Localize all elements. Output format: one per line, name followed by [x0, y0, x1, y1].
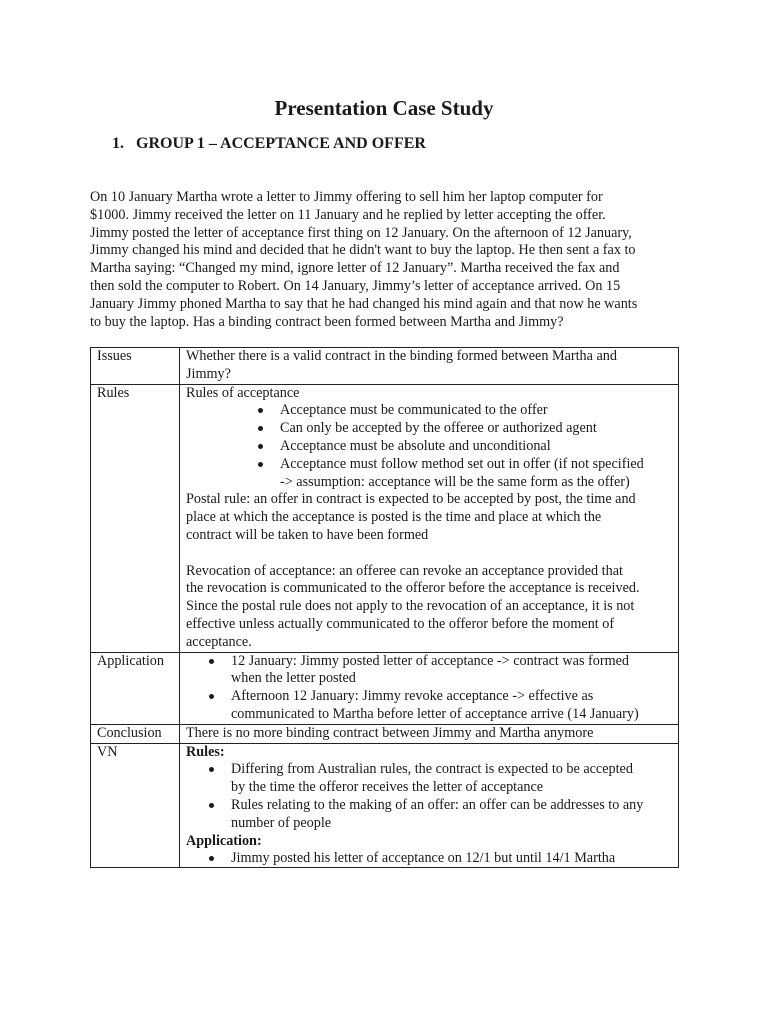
list-item [207, 797, 672, 833]
issues-line: Whether there is a valid contract in the binding formed between Martha and [186, 348, 617, 364]
postal-rule-line: place at which the acceptance is posted is the time and place at which the [186, 509, 602, 526]
conclusion-text: There is no more binding contract between Jimmy and Martha anymore [186, 724, 594, 741]
postal-rule-line: contract will be taken to have been formed [186, 526, 429, 543]
vn-application-list [186, 850, 672, 866]
issues-cell [180, 348, 679, 385]
irac-table [90, 347, 679, 868]
vn-cell [180, 743, 679, 867]
bullet-text: Afternoon 12 January: Jimmy revoke acceptance -> effective as [231, 688, 594, 705]
page-title: Presentation Case Study [274, 96, 494, 120]
bullet-text: Acceptance must follow method set out in offer (if not specified [280, 455, 644, 472]
row-label-vn: VN [91, 743, 180, 867]
postal-rule-line: Postal rule: an offer in contract is expected to be accepted by post, the time and [186, 491, 636, 508]
rules-cell [180, 384, 679, 652]
bullet-text: number of people [231, 814, 332, 831]
list-item [256, 456, 672, 492]
application-cell [180, 652, 679, 724]
revocation-line: Since the postal rule does not apply to the revocation of an acceptance, it is not [186, 598, 635, 615]
bullet-text: Can only be accepted by the offeree or authorized agent [280, 420, 597, 437]
list-item [207, 761, 672, 797]
list-item [207, 653, 672, 689]
bullet-text: Acceptance must be communicated to the offer [280, 402, 548, 419]
vn-content [186, 744, 672, 867]
section-number: 1. [112, 135, 124, 152]
bullet-text: -> assumption: acceptance will be the same form as the offer) [280, 473, 630, 490]
case-description [90, 189, 684, 331]
case-description-line: On 10 January Martha wrote a letter to Jimmy offering to sell him her laptop computer for [90, 189, 603, 205]
vn-rules-list [186, 761, 672, 832]
paragraph-gap [186, 545, 672, 563]
issues-line: Jimmy? [186, 365, 231, 382]
revocation-line: effective unless actually communicated to the offeror before the moment of [186, 615, 615, 632]
section-heading [112, 134, 426, 154]
case-description-line: January Jimmy phoned Martha to say that he had changed his mind again and that now he wants [90, 295, 638, 312]
bullet-text: Jimmy posted his letter of acceptance on 12/1 but until 14/1 Martha [231, 850, 616, 867]
revocation-line: acceptance. [186, 633, 252, 650]
conclusion-cell [180, 724, 679, 743]
table-row-application [91, 652, 679, 724]
rules-intro: Rules of acceptance [186, 384, 300, 401]
list-item [256, 420, 672, 438]
vn-application-heading: Application: [186, 832, 262, 849]
row-label-rules: Rules [91, 384, 180, 652]
case-description-line: then sold the computer to Robert. On 14 January, Jimmy’s letter of acceptance arrived. On 15 [90, 277, 621, 294]
bullet-text: Differing from Australian rules, the contract is expected to be accepted [231, 761, 633, 778]
case-description-line: Jimmy changed his mind and decided that he didn't want to buy the laptop. He then sent a fax to [90, 242, 636, 259]
table-row-vn [91, 743, 679, 867]
application-bullet-list [186, 653, 672, 724]
list-item [256, 402, 672, 420]
revocation-line: the revocation is communicated to the offeror before the acceptance is received. [186, 580, 640, 597]
bullet-text: 12 January: Jimmy posted letter of acceptance -> contract was formed [231, 652, 630, 669]
revocation-line: Revocation of acceptance: an offeree can revoke an acceptance provided that [186, 562, 623, 579]
bullet-text: communicated to Martha before letter of acceptance arrive (14 January) [231, 705, 639, 722]
case-description-line: Jimmy posted the letter of acceptance first thing on 12 January. On the afternoon of 12 January, [90, 224, 632, 241]
list-item [256, 438, 672, 456]
list-item [207, 688, 672, 724]
case-description-line: $1000. Jimmy received the letter on 11 January and he replied by letter accepting the offer. [90, 206, 606, 223]
vn-rules-heading: Rules: [186, 743, 225, 760]
row-label-conclusion: Conclusion [91, 724, 180, 743]
row-label-application: Application [91, 652, 180, 724]
table-row-conclusion [91, 724, 679, 743]
bullet-text: Acceptance must be absolute and unconditional [280, 437, 551, 454]
bullet-text: by the time the offeror receives the letter of acceptance [231, 779, 544, 796]
bullet-text: Rules relating to the making of an offer: an offer can be addresses to any [231, 796, 644, 813]
list-item [207, 850, 672, 866]
bullet-text: when the letter posted [231, 670, 356, 687]
row-label-issues: Issues [91, 348, 180, 385]
table-row-issues [91, 348, 679, 385]
section-heading-text: GROUP 1 – ACCEPTANCE AND OFFER [136, 135, 426, 152]
case-description-line: to buy the laptop. Has a binding contract been formed between Martha and Jimmy? [90, 313, 564, 330]
table-row-rules [91, 384, 679, 652]
rules-bullet-list [186, 402, 672, 491]
case-description-line: Martha saying: “Changed my mind, ignore letter of 12 January”. Martha received the fax and [90, 260, 620, 277]
